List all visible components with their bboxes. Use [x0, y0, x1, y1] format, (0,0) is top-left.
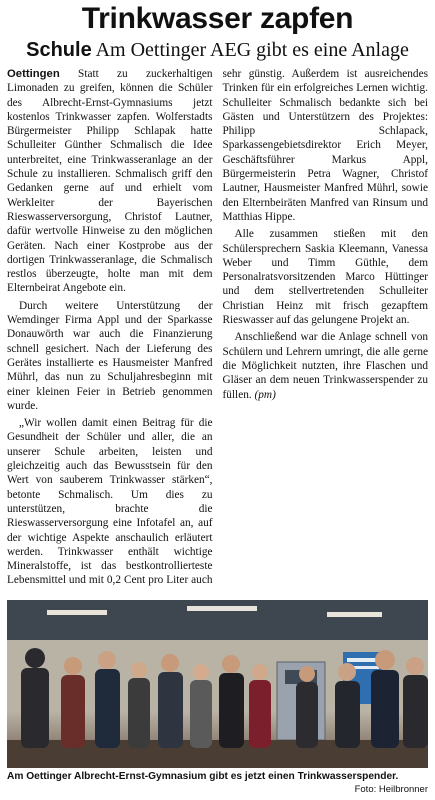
paragraph-text: Anschließend war die Anlage schnell von Schülern und Lehrern umringt, die alle gerne die Möglichkeit nutzten, ihre Flaschen und Gläser an dem neuen Trinkwasserspender zu füllen.	[222, 331, 428, 401]
photo-caption: Am Oettinger Albrecht-Ernst-Gymnasium gibt es jetzt einen Trinkwasserspender.	[7, 771, 399, 782]
article-body	[7, 67, 428, 595]
photo-credit: Foto: Heilbronner	[354, 784, 428, 795]
article-paragraph	[7, 67, 213, 296]
subline-kicker: Schule	[26, 39, 92, 61]
subline	[0, 37, 435, 63]
dateline: Oettingen	[7, 68, 60, 80]
article-paragraph	[223, 330, 429, 401]
article-photo	[7, 600, 428, 768]
author-tag: (pm)	[254, 388, 276, 401]
headline: Trinkwasser zapfen	[81, 2, 354, 35]
paragraph-text: Statt zu zuckerhaltigen Limonaden zu greifen, können die Schüler des Albrecht-Ernst-Gymnasiums jetzt kostenlos Trinkwasser zapfen. Wolferstadts Bürgermeister Philipp Schlapak hatte Schulleiter Günther Schmalisch die Idee unterbreitet, eine Trinkwasseranlage an der Schule zu installieren. Schmalisch griff den Gedanken gerne auf und erhielt vom Werkleiter der Bayerischen Rieswasserversorgung, Christof Lautner, dafür wertvolle Hinweise zu den möglichen Geräten. Nach einer Kostprobe aus der dortigen Trinkwasseranlage, die Schmalisch restlos überzeugte, holte man mit dem Elternbeirat Angebote ein.	[7, 68, 213, 295]
subline-text: Am Oettinger AEG gibt es eine Anlage	[95, 39, 409, 61]
article-paragraph: Alle zusammen stießen mit den Schülersprechern Saskia Kleemann, Vanessa Weber und Timm Güthle, dem Personalratsvorsitzenden Marco Hüttinger und dem stellvertretenden Schulleiter Christian Heinz mit frisch gezapftem Rieswasser auf das gelungene Projekt an.	[222, 228, 428, 327]
article-paragraph: „Wir wollen damit einen Beitrag für die Gesundheit der Schüler und aller, die an unserer Schule arbeiten, leisten und gleichzeitig auch das Bewusstsein für den Wert von sauberem Trinkwasser stärken“, betonte Schmalisch. Um dies zu unterstützen, brachte die Rieswasserversorgung eine Infotafel an, auf der wichtige Aspekte anschaulich erläutert werden. Trinkwasser enthält wichtige Mineralstoffe, ist das bestkontrollierteste Lebensmittel und mit 0,2 Cent pro Liter auch sehr günstig. Außerdem ist ausreichendes Trinken für ein erfolgreiches Lernen wichtig. Schulleiter Schmalisch bedankte sich bei Gästen und Unterstützern des Projektes: Philipp Schlapack, Sparkassengebietsdirektor Erich Meyer, Geschäftsführer Markus Appl, Bürgermeisterin Petra Wagner, Christof Lautner, Hausmeister Manfred Mührl, sowie den Elternbeiräten Manfred van Rinsum und Matthias Hippe.	[7, 68, 428, 587]
article-paragraph: Durch weitere Unterstützung der Wemdinger Firma Appl und der Sparkasse Donauwörth war auch die Finanzierung schnell gesichert. Nach der Lieferung des Gerätes installierte es Hausmeister Manfred Mührl, das nun zu Schuljahresbeginn mit einer kleinen Feier in Betrieb genommen wurde.	[7, 299, 213, 412]
